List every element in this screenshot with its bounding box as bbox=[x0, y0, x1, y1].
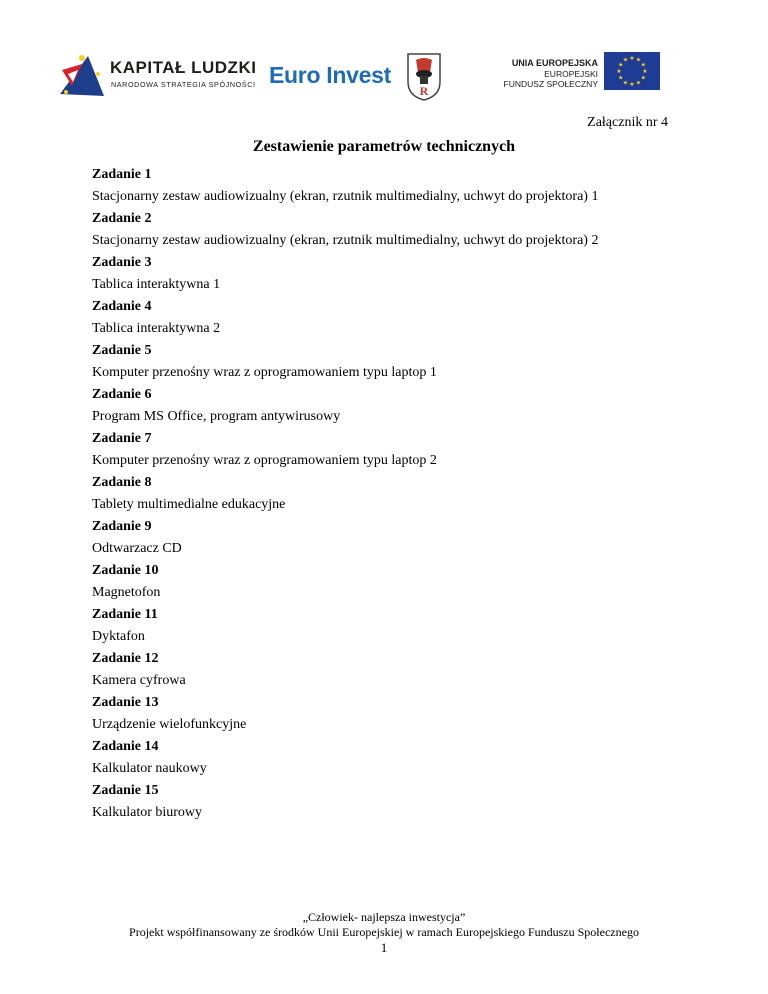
svg-text:★: ★ bbox=[622, 79, 629, 87]
kapital-ludzki-title: KAPITAŁ LUDZKI bbox=[110, 58, 257, 77]
task-heading: Zadanie 7 bbox=[92, 431, 152, 446]
task-description: Kalkulator naukowy bbox=[92, 761, 207, 776]
task-item bbox=[92, 692, 692, 736]
attachment-label: Załącznik nr 4 bbox=[587, 115, 668, 130]
task-heading: Zadanie 6 bbox=[92, 387, 152, 402]
task-heading: Zadanie 3 bbox=[92, 255, 152, 270]
task-item bbox=[92, 384, 692, 428]
footer-motto: „Człowiek- najlepsza inwestycja” bbox=[302, 910, 466, 924]
svg-text:★: ★ bbox=[629, 55, 635, 62]
task-description: Kalkulator biurowy bbox=[92, 805, 203, 820]
svg-text:★: ★ bbox=[616, 68, 622, 75]
task-heading: Zadanie 8 bbox=[92, 475, 152, 490]
task-description: Stacjonarny zestaw audiowizualny (ekran, rzutnik multimedialny, uchwyt do projektora) 2 bbox=[92, 233, 599, 248]
page-number: 1 bbox=[380, 940, 388, 955]
task-heading: Zadanie 1 bbox=[92, 167, 152, 182]
svg-text:★: ★ bbox=[618, 74, 624, 82]
svg-text:★: ★ bbox=[642, 68, 648, 75]
task-description: Tablety multimedialne edukacyjne bbox=[92, 497, 286, 512]
task-heading: Zadanie 5 bbox=[92, 343, 152, 358]
task-description: Komputer przenośny wraz z oprogramowaniem typu laptop 2 bbox=[92, 453, 437, 468]
task-item bbox=[92, 736, 692, 780]
euro-invest-logo: Euro Invest bbox=[269, 62, 391, 88]
crest-letter: R bbox=[419, 84, 429, 98]
coat-of-arms-icon bbox=[406, 52, 442, 102]
task-heading: Zadanie 13 bbox=[92, 695, 159, 710]
task-item bbox=[92, 648, 692, 692]
task-item bbox=[92, 340, 692, 384]
svg-text:★: ★ bbox=[635, 79, 642, 87]
page-header bbox=[0, 40, 768, 110]
task-item bbox=[92, 252, 692, 296]
document-title: Zestawienie parametrów technicznych bbox=[252, 138, 516, 155]
task-item bbox=[92, 516, 692, 560]
svg-text:★: ★ bbox=[622, 56, 629, 64]
page-footer bbox=[0, 910, 768, 955]
task-description: Stacjonarny zestaw audiowizualny (ekran, rzutnik multimedialny, uchwyt do projektora) 1 bbox=[92, 189, 599, 204]
task-heading: Zadanie 11 bbox=[92, 607, 158, 622]
task-description: Program MS Office, program antywirusowy bbox=[92, 409, 341, 424]
task-item bbox=[92, 164, 692, 208]
task-item bbox=[92, 296, 692, 340]
task-description: Magnetofon bbox=[92, 585, 161, 600]
task-item bbox=[92, 560, 692, 604]
task-heading: Zadanie 15 bbox=[92, 783, 159, 798]
kapital-ludzki-mark-icon bbox=[58, 52, 106, 98]
task-description: Odtwarzacz CD bbox=[92, 541, 182, 556]
kapital-ludzki-subtitle: NARODOWA STRATEGIA SPÓJNOŚCI bbox=[111, 80, 256, 89]
kapital-ludzki-logo bbox=[58, 50, 263, 102]
svg-text:★: ★ bbox=[640, 61, 646, 69]
eu-flag-icon bbox=[604, 52, 660, 90]
eu-logo-line2: EUROPEJSKI bbox=[544, 69, 598, 79]
task-description: Dyktafon bbox=[92, 629, 145, 644]
task-item bbox=[92, 780, 692, 824]
svg-text:★: ★ bbox=[635, 56, 642, 64]
task-heading: Zadanie 12 bbox=[92, 651, 159, 666]
task-list bbox=[92, 164, 692, 824]
task-description: Tablica interaktywna 1 bbox=[92, 277, 221, 292]
task-item bbox=[92, 472, 692, 516]
task-heading: Zadanie 4 bbox=[92, 299, 152, 314]
svg-text:★: ★ bbox=[640, 74, 646, 82]
footer-cofinancing-note: Projekt współfinansowany ze środków Unii Europejskiej w ramach Europejskiego Funduszu Społecznego bbox=[129, 925, 639, 939]
task-description: Kamera cyfrowa bbox=[92, 673, 186, 688]
svg-text:★: ★ bbox=[629, 81, 635, 88]
task-heading: Zadanie 14 bbox=[92, 739, 159, 754]
svg-text:★: ★ bbox=[618, 61, 624, 69]
eu-logo-line3: FUNDUSZ SPOŁECZNY bbox=[503, 79, 598, 89]
task-description: Tablica interaktywna 2 bbox=[92, 321, 221, 336]
eu-logo-text bbox=[502, 58, 598, 89]
task-heading: Zadanie 2 bbox=[92, 211, 152, 226]
eu-logo-line1: UNIA EUROPEJSKA bbox=[511, 58, 598, 68]
task-heading: Zadanie 9 bbox=[92, 519, 152, 534]
task-item bbox=[92, 208, 692, 252]
task-description: Urządzenie wielofunkcyjne bbox=[92, 717, 247, 732]
task-item bbox=[92, 428, 692, 472]
task-heading: Zadanie 10 bbox=[92, 563, 159, 578]
task-item bbox=[92, 604, 692, 648]
task-description: Komputer przenośny wraz z oprogramowaniem typu laptop 1 bbox=[92, 365, 437, 380]
